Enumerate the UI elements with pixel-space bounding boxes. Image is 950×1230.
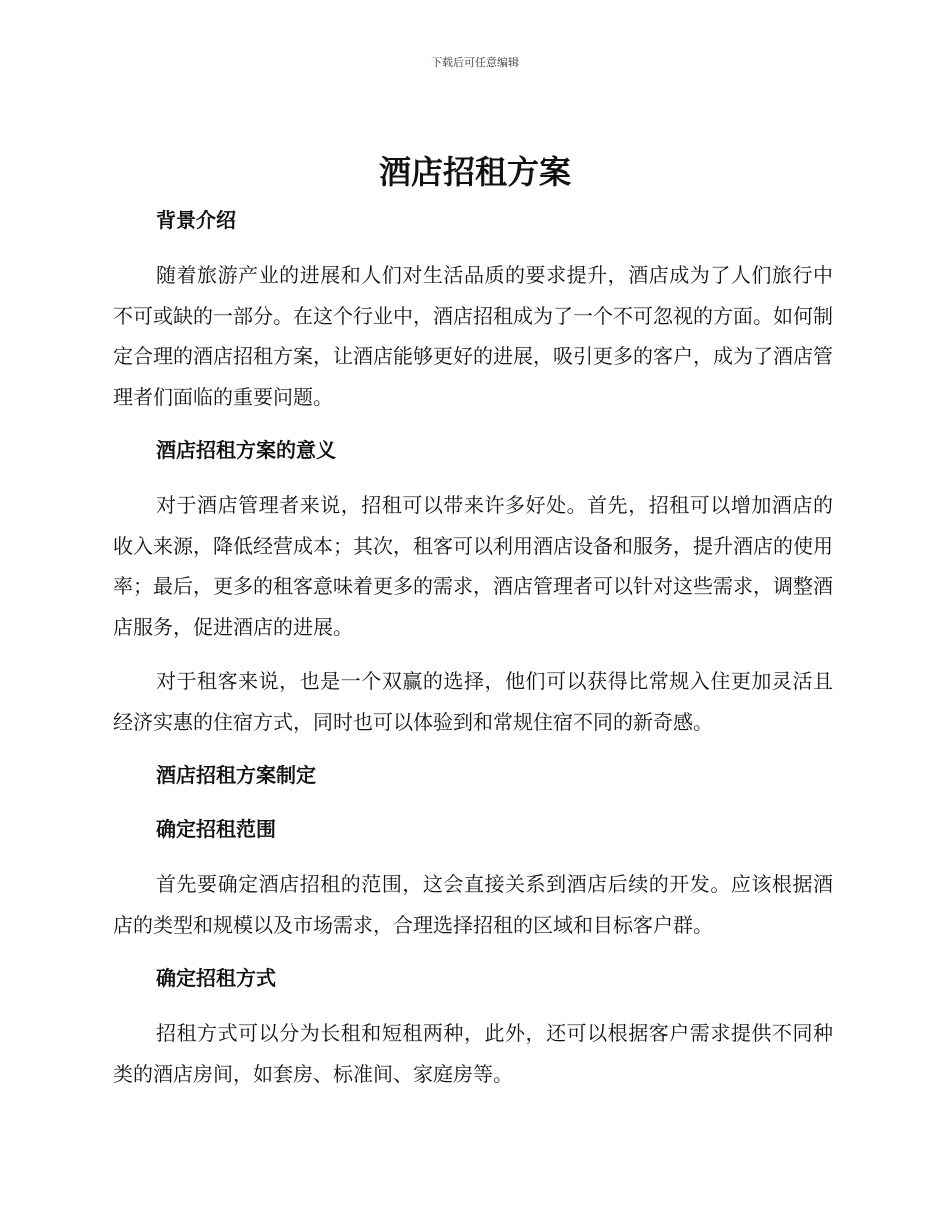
document-body [113,201,833,1108]
document-title: 酒店招租方案 [378,153,571,191]
paragraph-background: 随着旅游产业的进展和人们对生活品质的要求提升，酒店成为了人们旅行中不可或缺的一部分。在这个行业中，酒店招租成为了一个不可忽视的方面。如何制定合理的酒店招租方案，让酒店能够更好的进展，吸引更多的客户，成为了酒店管理者们面临的重要问题。 [113,263,833,409]
section-heading-meaning: 酒店招租方案的意义 [156,438,336,462]
paragraph-meaning-managers: 对于酒店管理者来说，招租可以带来许多好处。首先，招租可以增加酒店的收入来源，降低经营成本；其次，租客可以利用酒店设备和服务，提升酒店的使用率；最后，更多的租客意味着更多的需求，酒店管理者可以针对这些需求，调整酒店服务，促进酒店的进展。 [113,493,833,639]
subsection-heading-method: 确定招租方式 [156,966,276,990]
paragraph-method: 招租方式可以分为长租和短租两种，此外，还可以根据客户需求提供不同种类的酒店房间，如套房、标准间、家庭房等。 [113,1021,833,1086]
subsection-heading-scope: 确定招租范围 [156,817,276,841]
paragraph-meaning-tenants: 对于租客来说，也是一个双赢的选择，他们可以获得比常规入住更加灵活且经济实惠的住宿方式，同时也可以体验到和常规住宿不同的新奇感。 [113,669,833,734]
paragraph-scope: 首先要确定酒店招租的范围，这会直接关系到酒店后续的开发。应该根据酒店的类型和规模以及市场需求，合理选择招租的区域和目标客户群。 [113,872,833,937]
page-header-note: 下载后可任意编辑 [431,56,519,69]
section-heading-background: 背景介绍 [156,208,236,232]
section-heading-plan: 酒店招租方案制定 [156,763,316,787]
